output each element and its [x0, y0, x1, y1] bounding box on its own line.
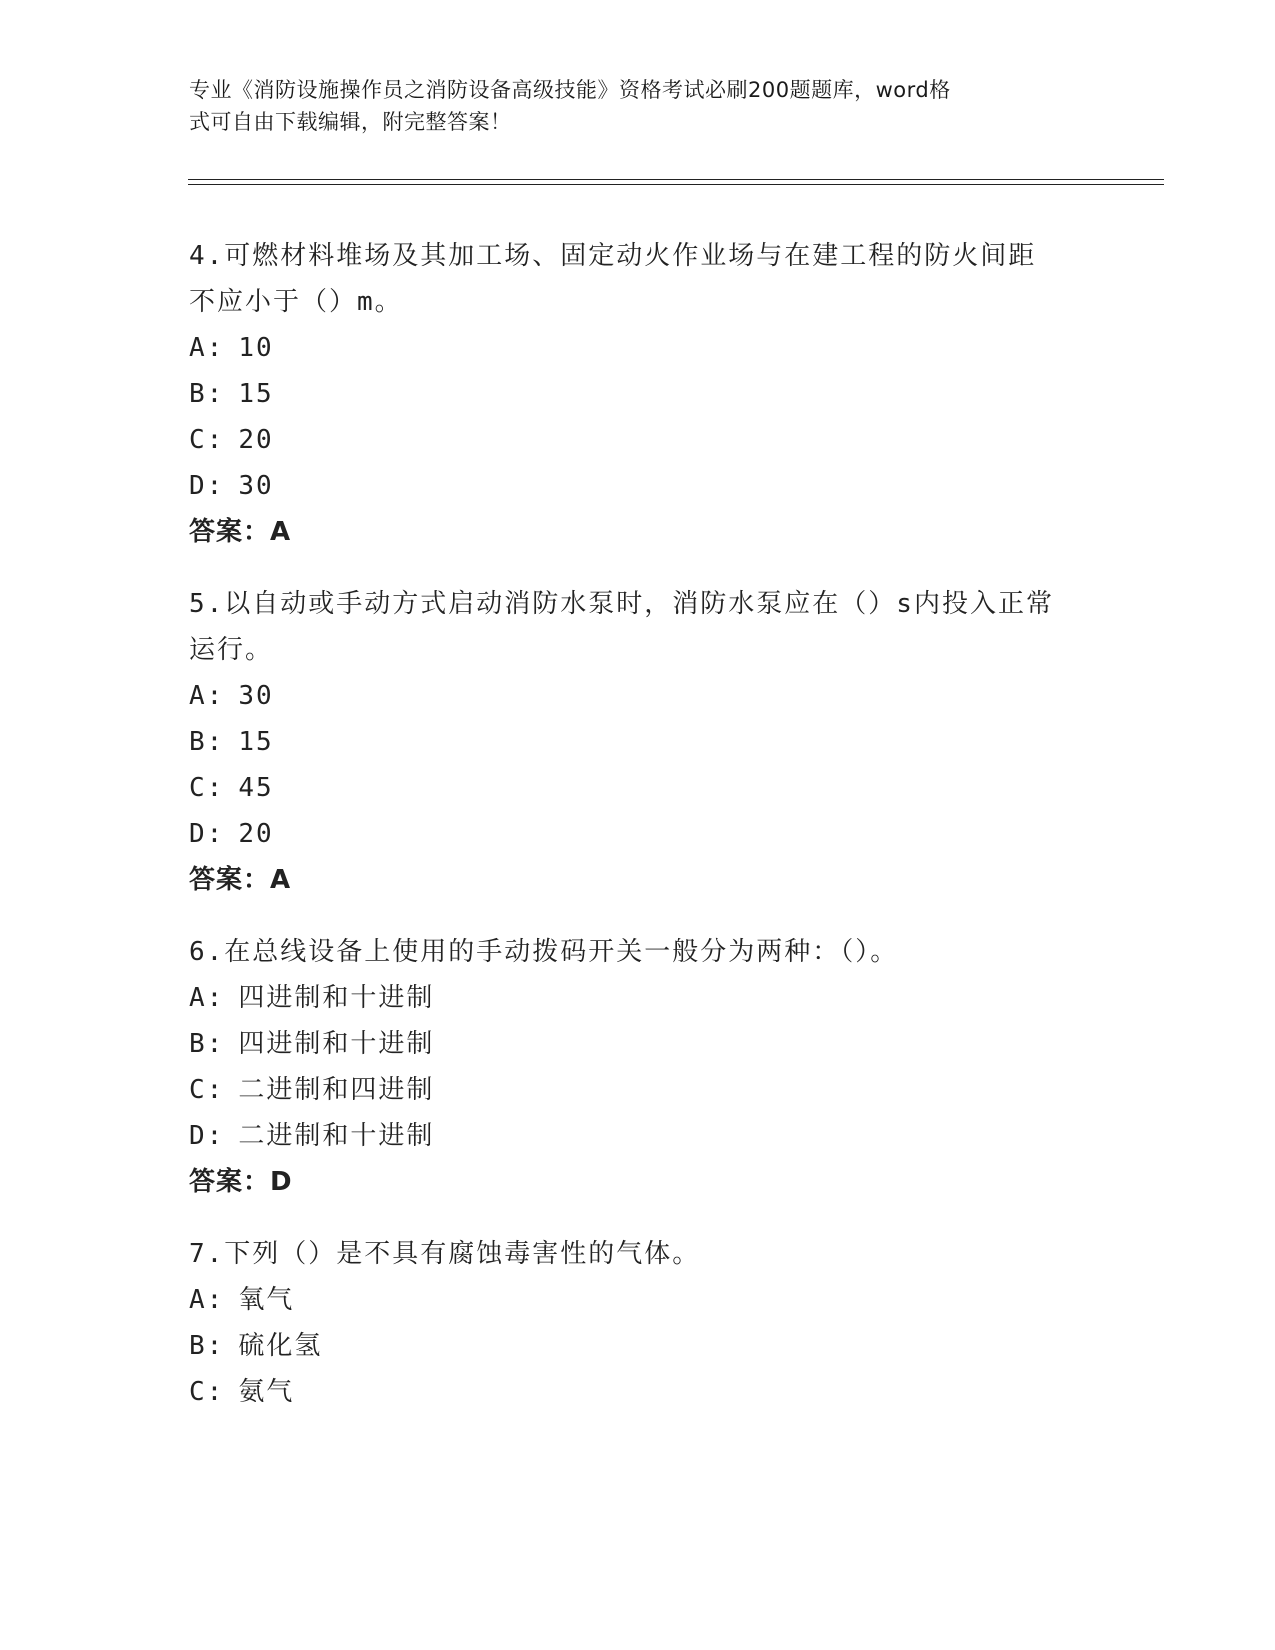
question-stem	[189, 581, 1109, 673]
option-key: B:	[189, 379, 225, 409]
option-text: 四进制和十进制	[238, 983, 435, 1013]
option-key: D:	[189, 471, 225, 501]
option-text: 15	[238, 379, 274, 409]
document-header	[189, 74, 1089, 138]
option-key: A:	[189, 983, 225, 1013]
option-a	[189, 673, 1109, 719]
option-text: 硫化氢	[238, 1331, 323, 1361]
option-text: 四进制和十进制	[238, 1029, 435, 1059]
option-key: C:	[189, 773, 225, 803]
option-c	[189, 417, 1109, 463]
option-key: A:	[189, 333, 225, 363]
stem-line: 6.在总线设备上使用的手动拨码开关一般分为两种：（）。	[189, 937, 899, 967]
option-text: 二进制和十进制	[238, 1121, 435, 1151]
option-text: 20	[238, 425, 274, 455]
option-d	[189, 1113, 1109, 1159]
header-line: 专业《消防设施操作员之消防设备高级技能》资格考试必刷200题题库，word格	[189, 78, 951, 102]
option-b	[189, 1021, 1109, 1067]
answer-line: 答案：A	[189, 865, 292, 895]
option-b	[189, 719, 1109, 765]
stem-line: 不应小于（）m。	[189, 287, 403, 317]
option-text: 45	[238, 773, 274, 803]
question-block	[189, 581, 1109, 903]
option-key: D:	[189, 1121, 225, 1151]
option-b	[189, 1323, 1109, 1369]
option-d	[189, 811, 1109, 857]
option-text: 二进制和四进制	[238, 1075, 435, 1105]
header-divider-top	[188, 179, 1164, 180]
stem-line: 7.下列（）是不具有腐蚀毒害性的气体。	[189, 1239, 701, 1269]
question-block	[189, 1231, 1109, 1415]
option-key: C:	[189, 1377, 225, 1407]
question-stem	[189, 1231, 1109, 1277]
option-a	[189, 1277, 1109, 1323]
option-key: B:	[189, 1029, 225, 1059]
option-key: A:	[189, 681, 225, 711]
option-c	[189, 765, 1109, 811]
option-d	[189, 463, 1109, 509]
option-text: 氧气	[238, 1285, 295, 1315]
option-key: B:	[189, 727, 225, 757]
option-a	[189, 325, 1109, 371]
option-key: B:	[189, 1331, 225, 1361]
option-key: D:	[189, 819, 225, 849]
option-c	[189, 1369, 1109, 1415]
question-block	[189, 929, 1109, 1205]
question-stem	[189, 929, 1109, 975]
stem-line: 4.可燃材料堆场及其加工场、固定动火作业场与在建工程的防火间距	[189, 241, 1037, 271]
header-line: 式可自由下载编辑，附完整答案！	[189, 110, 512, 134]
header-divider-bottom	[188, 184, 1164, 185]
question-stem	[189, 233, 1109, 325]
option-text: 15	[238, 727, 274, 757]
option-key: A:	[189, 1285, 225, 1315]
option-text: 20	[238, 819, 274, 849]
option-key: C:	[189, 1075, 225, 1105]
option-b	[189, 371, 1109, 417]
answer-line: 答案：A	[189, 517, 292, 547]
option-a	[189, 975, 1109, 1021]
stem-line: 运行。	[189, 635, 274, 665]
question-list	[189, 233, 1109, 1441]
option-text: 氨气	[238, 1377, 295, 1407]
answer-line: 答案：D	[189, 1167, 293, 1197]
stem-line: 5.以自动或手动方式启动消防水泵时，消防水泵应在（）s内投入正常	[189, 589, 1054, 619]
question-block	[189, 233, 1109, 555]
option-text: 30	[238, 681, 274, 711]
option-key: C:	[189, 425, 225, 455]
option-text: 10	[238, 333, 274, 363]
option-c	[189, 1067, 1109, 1113]
option-text: 30	[238, 471, 274, 501]
